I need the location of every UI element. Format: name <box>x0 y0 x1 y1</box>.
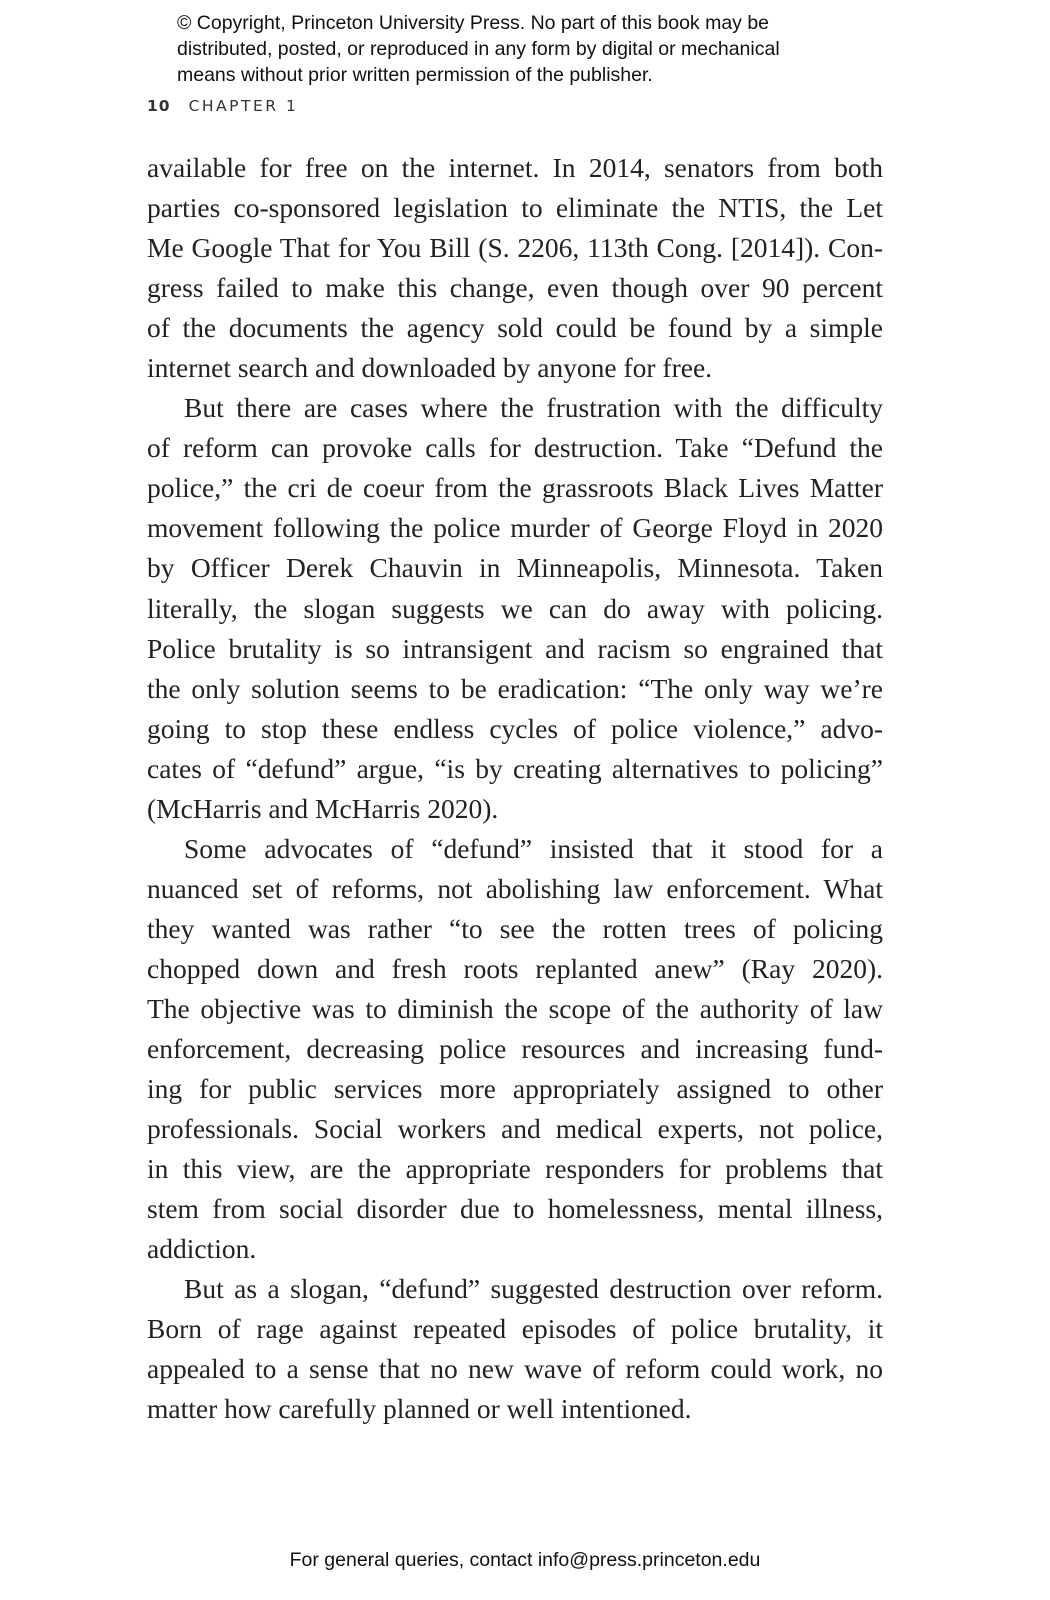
text-line: appealed to a sense that no new wave of reform could work, no <box>147 1353 883 1385</box>
copyright-line: distributed, posted, or reproduced in any form by digital or mechanical <box>177 38 780 60</box>
text-line: parties co-sponsored legislation to eliminate the NTIS, the Let <box>147 192 883 224</box>
copyright-line: © Copyright, Princeton University Press. No part of this book may be <box>177 12 770 34</box>
running-head <box>147 97 298 115</box>
text-line: police,” the cri de coeur from the grassroots Black Lives Matter <box>147 472 883 504</box>
text-line: going to stop these endless cycles of police violence,” advo- <box>147 712 883 744</box>
text-line: Police brutality is so intransigent and racism so engrained that <box>147 632 883 664</box>
text-line: nuanced set of reforms, not abolishing law enforcement. What <box>147 872 883 904</box>
text-line: literally, the slogan suggests we can do away with policing. <box>147 592 883 624</box>
text-line: gress failed to make this change, even though over 90 percent <box>147 272 883 304</box>
paragraph <box>147 1269 883 1429</box>
text-line: ing for public services more appropriately assigned to other <box>147 1073 883 1105</box>
text-line: addiction. <box>147 1233 257 1265</box>
footer-contact: For general queries, contact info@press.princeton.edu <box>289 1549 761 1571</box>
paragraph <box>147 148 883 388</box>
text-line: chopped down and fresh roots replanted anew” (Ray 2020). <box>147 952 883 984</box>
text-line: cates of “defund” argue, “is by creating alternatives to policing” <box>147 752 883 784</box>
text-line: professionals. Social workers and medical experts, not police, <box>147 1113 883 1145</box>
text-line: (McHarris and McHarris 2020). <box>147 792 499 824</box>
text-line: internet search and downloaded by anyone for free. <box>147 352 713 384</box>
text-line: they wanted was rather “to see the rotten trees of policing <box>147 912 883 944</box>
text-line: the only solution seems to be eradication: “The only way we’re <box>147 672 883 704</box>
text-line: of the documents the agency sold could be found by a simple <box>147 312 883 344</box>
text-line: But there are cases where the frustration with the difficulty <box>184 392 883 424</box>
paragraph <box>147 388 883 829</box>
text-line: available for free on the internet. In 2014, senators from both <box>147 152 883 183</box>
copyright-line: means without prior written permission of the publisher. <box>177 64 653 86</box>
text-line: enforcement, decreasing police resources and increasing fund- <box>147 1033 883 1065</box>
body-text <box>147 148 883 1430</box>
text-line: matter how carefully planned or well intentioned. <box>147 1393 692 1425</box>
text-line: The objective was to diminish the scope of the authority of law <box>147 992 883 1024</box>
copyright-notice <box>177 10 877 88</box>
page-number: 10 <box>147 97 171 115</box>
text-line: by Officer Derek Chauvin in Minneapolis, Minnesota. Taken <box>147 552 883 584</box>
text-line: Me Google That for You Bill (S. 2206, 113th Cong. [2014]). Con- <box>147 232 883 264</box>
text-line: But as a slogan, “defund” suggested destruction over reform. <box>184 1273 883 1305</box>
paragraph <box>147 829 883 1270</box>
text-line: movement following the police murder of George Floyd in 2020 <box>147 512 883 544</box>
text-line: of reform can provoke calls for destruction. Take “Defund the <box>147 432 883 464</box>
text-line: in this view, are the appropriate responders for problems that <box>147 1153 883 1185</box>
text-line: stem from social disorder due to homelessness, mental illness, <box>147 1193 883 1225</box>
text-line: Born of rage against repeated episodes of police brutality, it <box>147 1313 883 1345</box>
chapter-label: CHAPTER 1 <box>188 97 299 115</box>
text-line: Some advocates of “defund” insisted that it stood for a <box>184 832 883 864</box>
